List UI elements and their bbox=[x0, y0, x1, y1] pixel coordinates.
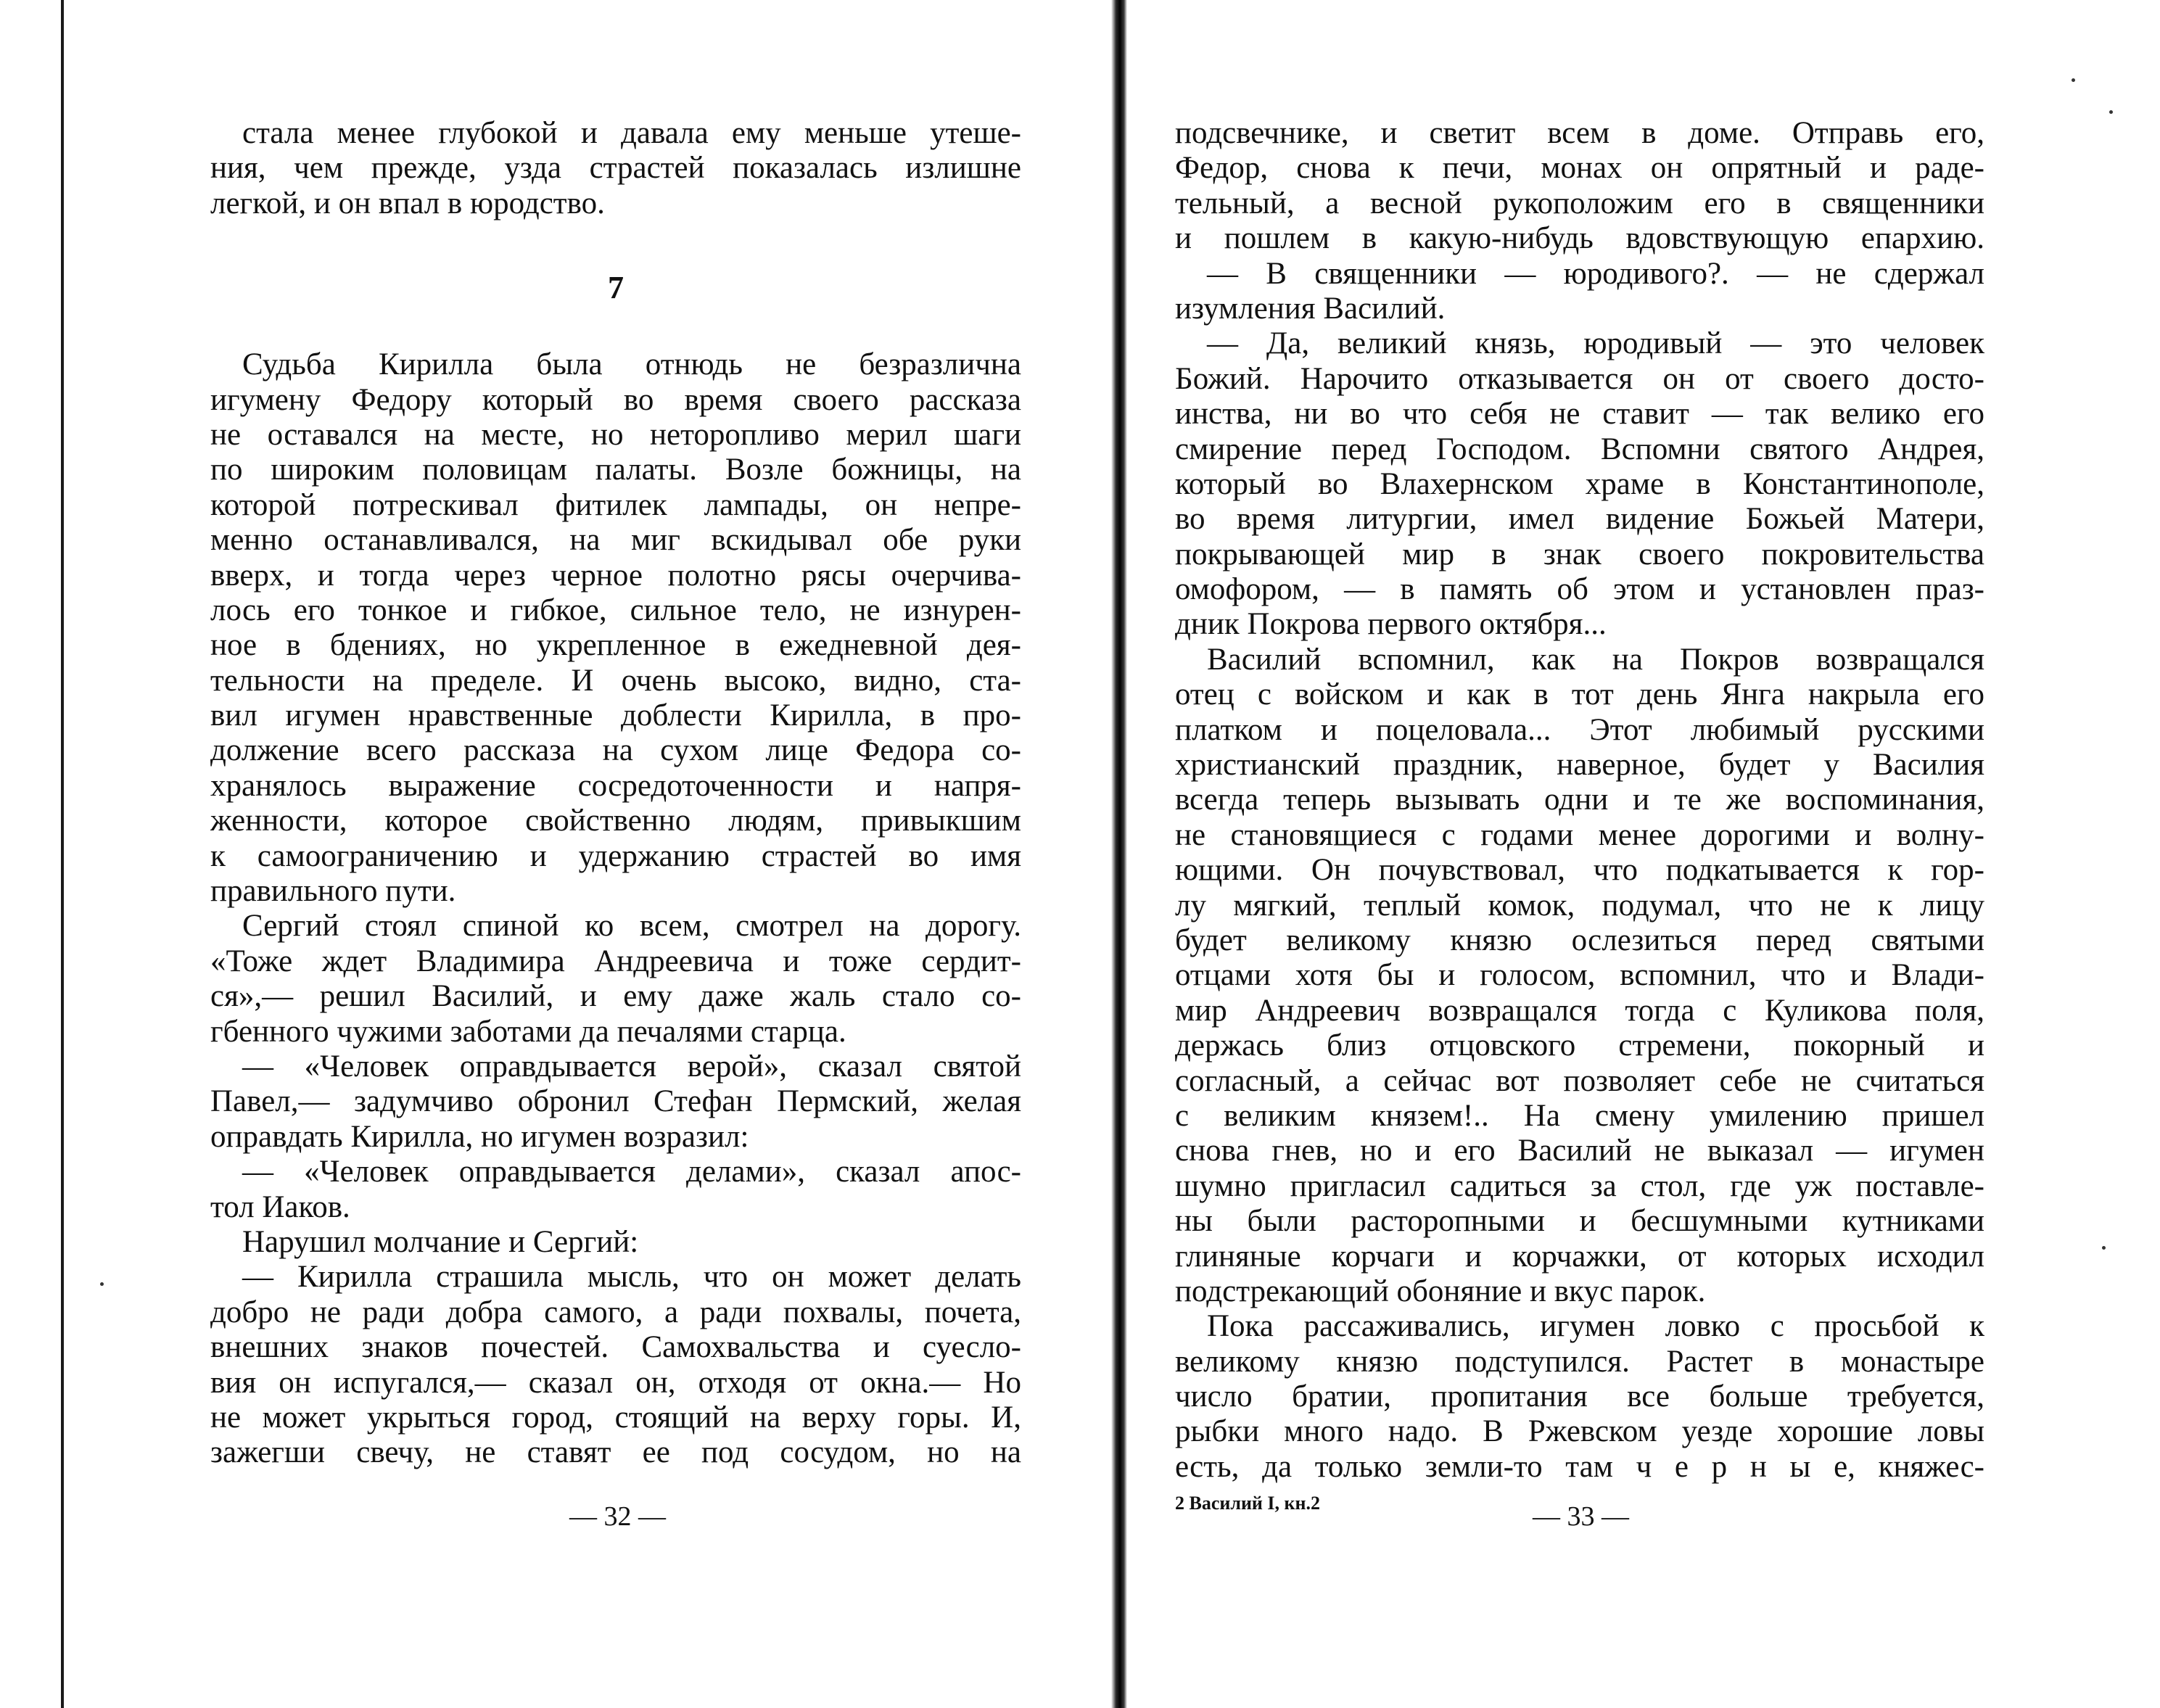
text-line: вил игумен нравственные доблести Кирилла, в про- bbox=[210, 698, 1021, 733]
scan-speck bbox=[2072, 78, 2075, 82]
text-line: дник Покрова первого октября... bbox=[1175, 607, 1607, 642]
text-line: отцами хотя бы и голосом, вспомнил, что и Влади- bbox=[1175, 958, 1984, 993]
text-line: вия он испугался,— сказал он, отходя от окна.— Но bbox=[210, 1365, 1021, 1400]
printer-signature-mark: 2 Василий I, кн.2 bbox=[1175, 1493, 1320, 1514]
text-line: которой потрескивал фитилек лампады, он непре- bbox=[210, 487, 1021, 522]
scan-speck bbox=[100, 1282, 104, 1286]
page-number-left: — 32 — bbox=[569, 1501, 666, 1532]
text-line: тельный, а весной рукоположим его в священники bbox=[1175, 186, 1984, 220]
text-line: Нарушил молчание и Сергий: bbox=[242, 1224, 639, 1259]
page-number-right: — 33 — bbox=[1533, 1501, 1629, 1532]
text-line: смирение перед Господом. Вспомни святого Андрея, bbox=[1175, 432, 1984, 466]
text-line: хранялось выражение сосредоточенности и напря- bbox=[210, 768, 1021, 803]
book-gutter bbox=[1111, 0, 1127, 1708]
text-line: правильного пути. bbox=[210, 874, 456, 909]
text-line: добро не ради добра самого, а ради похвалы, почета, bbox=[210, 1295, 1021, 1329]
text-line: легкой, и он впал в юродство. bbox=[210, 186, 605, 220]
scan-speck bbox=[2109, 110, 2113, 114]
text-line: глиняные корчаги и корчажки, от которых исходил bbox=[1175, 1239, 1984, 1274]
text-line: гбенного чужими заботами да печалями старца. bbox=[210, 1014, 846, 1049]
text-line: Василий вспомнил, как на Покров возвращался bbox=[1207, 642, 1984, 677]
text-line: зажегши свечу, не ставят ее под сосудом, но на bbox=[210, 1435, 1021, 1470]
text-line: всегда теперь вызывать одни и те же воспоминания, bbox=[1175, 783, 1984, 817]
text-line: оправдать Кирилла, но игумен возразил: bbox=[210, 1119, 749, 1154]
text-line: не может укрыться город, стоящий на верху горы. И, bbox=[210, 1400, 1021, 1435]
text-line: стала менее глубокой и давала ему меньше утеше- bbox=[242, 116, 1021, 150]
text-line: тельности на пределе. И очень высоко, видно, ста- bbox=[210, 663, 1021, 698]
text-line: который во Влахернском храме в Константинополе, bbox=[1175, 466, 1984, 501]
text-line: Судьба Кирилла была отнюдь не безразлична bbox=[242, 347, 1021, 382]
text-line: по широким половицам палаты. Возле божницы, на bbox=[210, 453, 1021, 487]
text-line: изумления Василий. bbox=[1175, 291, 1446, 326]
text-line: Павел,— задумчиво обронил Стефан Пермский, желая bbox=[210, 1084, 1021, 1119]
left-page bbox=[210, 116, 1021, 1471]
text-line: — «Человек оправдывается верой», сказал святой bbox=[242, 1049, 1021, 1084]
text-line: христианский праздник, наверное, будет у Василия bbox=[1175, 748, 1984, 783]
text-line: великому князю подступился. Растет в монастыре bbox=[1175, 1344, 1984, 1379]
text-line: инства, ни во что себя не ставит — так велико его bbox=[1175, 397, 1984, 432]
text-line: мир Андреевич возвращался тогда с Куликова поля, bbox=[1175, 993, 1984, 1028]
text-line: не оставался на месте, но неторопливо мерил шаги bbox=[210, 417, 1021, 452]
text-line: покрывающей мир в знак своего покровительства bbox=[1175, 537, 1984, 572]
text-line: к самоограничению и удержанию страстей во имя bbox=[210, 838, 1021, 873]
text-line: ное в бдениях, но укрепленное в ежедневной дея- bbox=[210, 628, 1021, 663]
text-line: снова гнев, но и его Василий не выказал — игумен bbox=[1175, 1134, 1984, 1168]
scan-speck bbox=[2102, 1246, 2106, 1250]
text-line: и пошлем в какую-нибудь вдовствующую епархию. bbox=[1175, 221, 1984, 256]
text-line: подсвечнике, и светит всем в доме. Отправь его, bbox=[1175, 116, 1984, 150]
text-line: число братии, пропитания все больше требуется, bbox=[1175, 1379, 1984, 1414]
text-line: подстрекающий обоняние и вкус парок. bbox=[1175, 1274, 1706, 1308]
text-line: ся»,— решил Василий, и ему даже жаль стало со- bbox=[210, 979, 1021, 1014]
text-line: менно останавливался, на миг вскидывал обе руки bbox=[210, 523, 1021, 558]
text-line: — Да, великий князь, юродивый — это человек bbox=[1207, 326, 1984, 361]
text-line: ния, чем прежде, узда страстей показалась излишне bbox=[210, 151, 1021, 186]
text-line: Божий. Нарочито отказывается он от своего досто- bbox=[1175, 361, 1984, 396]
text-line: шумно пригласил садиться за стол, где уж поставле- bbox=[1175, 1168, 1984, 1203]
text-line: отец с войском и как в тот день Янга накрыла его bbox=[1175, 677, 1984, 712]
text-line: женности, которое свойственно людям, привыкшим bbox=[210, 804, 1021, 838]
text-line: — В священники — юродивого?. — не сдержал bbox=[1207, 256, 1984, 291]
text-line: — Кирилла страшила мысль, что он может делать bbox=[242, 1260, 1021, 1295]
text-line: внешних знаков почестей. Самохвальства и суесло- bbox=[210, 1330, 1021, 1365]
text-line: с великим князем!.. На смену умилению пришел bbox=[1175, 1098, 1984, 1133]
text-line: Сергий стоял спиной ко всем, смотрел на дорогу. bbox=[242, 909, 1021, 944]
text-line: ющими. Он почувствовал, что подкатывается к гор- bbox=[1175, 853, 1984, 888]
text-line: должение всего рассказа на сухом лице Федора со- bbox=[210, 733, 1021, 768]
text-line: — «Человек оправдывается делами», сказал апос- bbox=[242, 1155, 1021, 1189]
text-line: во время литургии, имел видение Божьей Матери, bbox=[1175, 502, 1984, 537]
text-line: платком и поцеловала... Этот любимый русскими bbox=[1175, 712, 1984, 747]
text-line: Пока рассаживались, игумен ловко с просьбой к bbox=[1207, 1309, 1984, 1344]
text-line: «Тоже ждет Владимира Андреевича и тоже сердит- bbox=[210, 944, 1021, 978]
text-line: тол Иаков. bbox=[210, 1189, 350, 1224]
text-line: лось его тонкое и гибкое, сильное тело, не изнурен- bbox=[210, 593, 1021, 627]
text-line: согласный, а сейчас вот позволяет себе не считаться bbox=[1175, 1063, 1984, 1098]
chapter-number: 7 bbox=[608, 270, 624, 306]
text-line: ны были расторопными и бесшумными кутниками bbox=[1175, 1204, 1984, 1239]
text-line: будет великому князю ослезиться перед святыми bbox=[1175, 923, 1984, 957]
text-line: не становящиеся с годами менее дорогими и волну- bbox=[1175, 817, 1984, 852]
text-line: вверх, и тогда через черное полотно рясы очерчива- bbox=[210, 558, 1021, 593]
text-line: есть, да только земли-то там ч е р н ы е, княжес- bbox=[1175, 1449, 1984, 1484]
text-line: держась близ отцовского стремени, покорный и bbox=[1175, 1028, 1984, 1063]
right-page bbox=[1175, 116, 1984, 1485]
page-edge-line bbox=[61, 0, 64, 1708]
text-line: Федор, снова к печи, монах он опрятный и раде- bbox=[1175, 151, 1984, 186]
text-line: рыбки много надо. В Ржевском уезде хорошие ловы bbox=[1175, 1414, 1984, 1449]
text-line: лу мягкий, теплый комок, подумал, что не к лицу bbox=[1175, 888, 1984, 923]
text-line: игумену Федору который во время своего рассказа bbox=[210, 382, 1021, 417]
text-line: омофором, — в память об этом и установлен праз- bbox=[1175, 572, 1984, 607]
